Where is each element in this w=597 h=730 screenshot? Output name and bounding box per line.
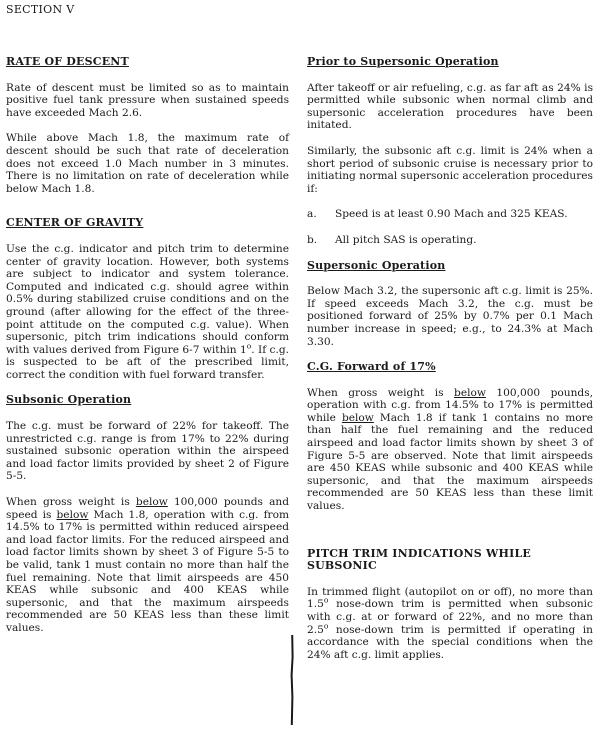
heading-supersonic-operation: Supersonic Operation (307, 258, 446, 272)
subsonic-operation-paragraph-1: The c.g. must be forward of 22% for takeoff. The unrestricted c.g. range is from 17% to 22% during sustained subsonic operation within the airspeed and load factor limits provided by sheet 2 of Figure 5-5. (6, 420, 289, 483)
list-marker: a. (307, 208, 317, 221)
prior-to-supersonic-paragraph-1: After takeoff or air refueling, c.g. as far aft as 24% is permitted while subsonic when normal climb and supersonic acceleration procedures have been initated. (307, 81, 593, 132)
cg-forward-paragraph: When gross weight is below 100,000 pounds, operation with c.g. from 14.5% to 17% is permitted while below Mach 1.8 if tank 1 contains no more than half the fuel remaining and the reduced airspeed and load factor limits shown by sheet 3 of Figure 5-5 are observed. Note that limit airspeeds are 450 KEAS while subsonic and 400 KEAS while supersonic, and that the maximum airspeeds recommended are 50 KEAS less than these limit values. (307, 386, 593, 513)
section-label: SECTION V (6, 3, 75, 16)
supersonic-operation-paragraph: Below Mach 3.2, the supersonic aft c.g. limit is 25%. If speed exceeds Mach 3.2, the c.g. must be positioned forward of 25% by 0.7% per 0.1 Mach number increase in speed; e.g., to 24.3% at Mach 3.30. (307, 285, 593, 348)
pitch-trim-paragraph: In trimmed flight (autopilot on or off), no more than 1.5$^o$ nose-down trim is permitted when subsonic with c.g. at or forward of 22%, and no more than 2.5$^o$ nose-down trim is permitted if operating in accordance with the special conditions when the 24% aft c.g. limit applies. (307, 585, 593, 661)
right-column (307, 56, 593, 674)
heading-cg-forward-of-17: C.G. Forward of 17% (307, 360, 436, 374)
conditions-list (307, 208, 593, 246)
list-item (307, 234, 593, 247)
heading-rate-of-descent: RATE OF DESCENT (6, 55, 129, 68)
rate-of-descent-paragraph-2: While above Mach 1.8, the maximum rate of descent should be such that rate of deceleration does not exceed 1.0 Mach number in 3 minutes. There is no limitation on rate of deceleration while below Mach 1.8. (6, 132, 289, 195)
left-column (6, 56, 289, 648)
rate-of-descent-paragraph-1: Rate of descent must be limited so as to maintain positive fuel tank pressure when sustained speeds have exceeded Mach 2.6. (6, 81, 289, 119)
heading-center-of-gravity: CENTER OF GRAVITY (6, 216, 144, 230)
heading-subsonic-operation: Subsonic Operation (6, 393, 132, 407)
list-item (307, 208, 593, 221)
heading-prior-to-supersonic-operation: Prior to Supersonic Operation (307, 55, 499, 68)
prior-to-supersonic-paragraph-2: Similarly, the subsonic aft c.g. limit is 24% when a short period of subsonic cruise is necessary prior to initiating normal supersonic acceleration procedures if: (307, 144, 593, 195)
list-item-text: All pitch SAS is operating. (335, 233, 477, 246)
subsonic-operation-paragraph-2: When gross weight is below 100,000 pounds and speed is below Mach 1.8, operation with c.g. from 14.5% to 17% is permitted within reduced airspeed and load factor limits. For the reduced airspeed and load factor limits shown by sheet 3 of Figure 5-5 to be valid, tank 1 must contain no more than half the fuel remaining. Note that limit airspeeds are 450 KEAS while subsonic and 400 KEAS while supersonic, and that the maximum airspeeds recommended are 50 KEAS less than these limit values. (6, 496, 290, 634)
heading-pitch-trim-indications: PITCH TRIM INDICATIONS WHILE SUBSONIC (307, 546, 531, 573)
change-bar (290, 635, 294, 725)
center-of-gravity-paragraph: Use the c.g. indicator and pitch trim to determine center of gravity location. However, both systems are subject to indicator and system tolerance. Computed and indicated c.g. should agree within 0.5% during stabilized cruise conditions and on the ground (after allowing for the effect of the three-point attitude on the computed c.g. value). When supersonic, pitch trim indications should conform with values derived from Figure 6-7 within 1$^o$. If c.g. is suspected to be aft of the prescribed limit, correct the condition with fuel forward transfer. (6, 242, 289, 381)
list-marker: b. (307, 233, 318, 246)
list-item-text: Speed is at least 0.90 Mach and 325 KEAS. (335, 208, 568, 221)
